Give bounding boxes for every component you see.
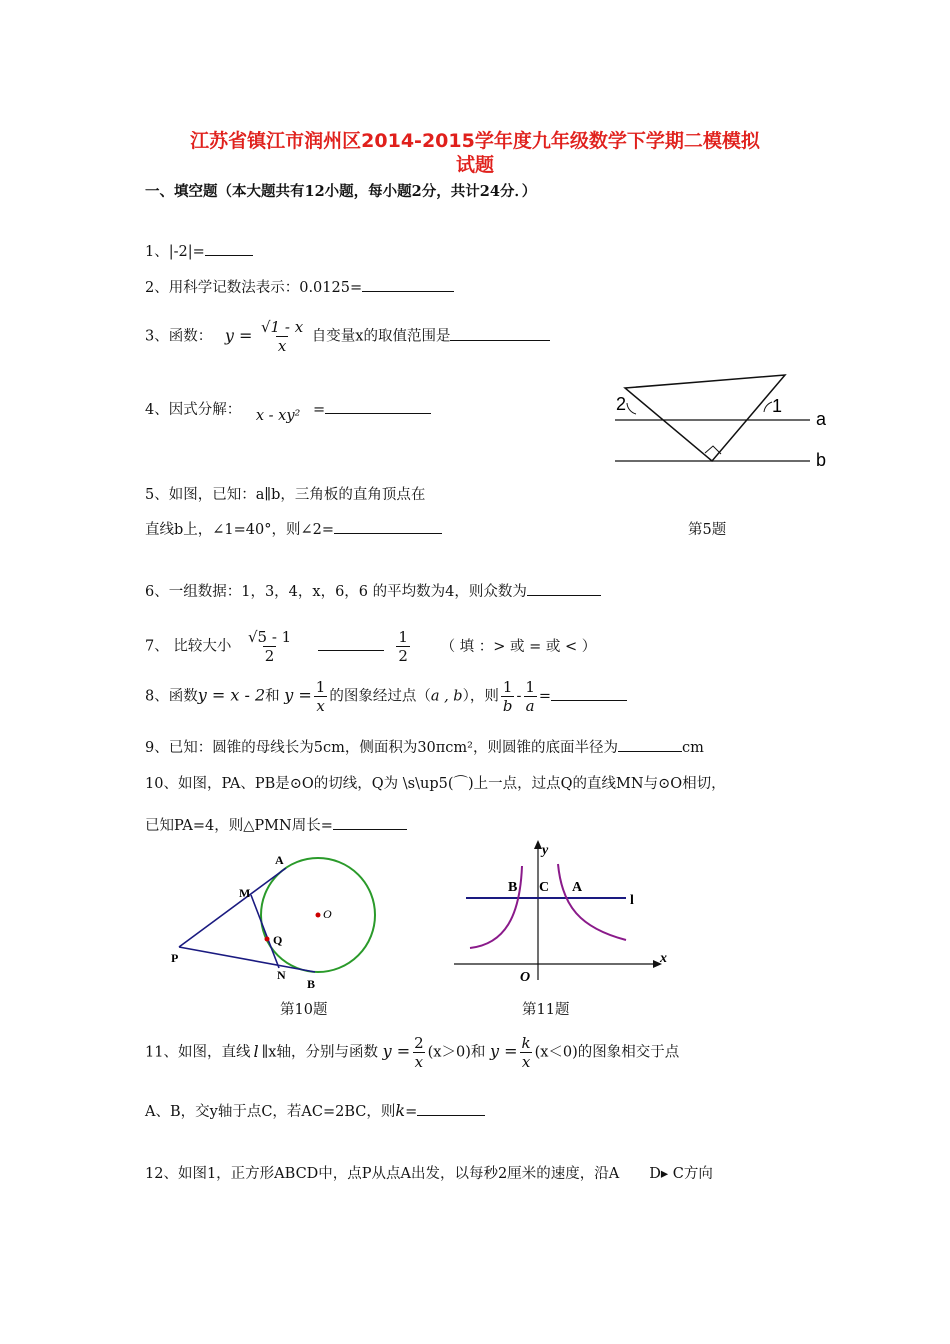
label-q: Q	[273, 933, 283, 947]
doc-title-line1: 江苏省镇江市润州区2014-2015学年度九年级数学下学期二模模拟	[190, 130, 760, 152]
question-prefix: 4、因式分解：	[145, 402, 242, 418]
text-mid2: ），则	[462, 688, 499, 705]
question-5-line1: 5、如图，已知：a∥b，三角板的直角顶点在	[145, 487, 426, 503]
answer-blank	[362, 277, 454, 292]
question-8	[145, 678, 627, 715]
instruction: （ 填 ：> 或 = 或 < ）	[440, 638, 597, 655]
fraction: $\frac{1}{x}$	[315, 678, 326, 715]
expression: x - xy²	[255, 408, 301, 424]
set-square	[625, 375, 785, 461]
answer-blank	[527, 581, 601, 596]
answer-blank	[318, 636, 384, 651]
question-1	[145, 240, 253, 261]
point: a , b	[430, 688, 463, 705]
label-line-b: b	[816, 450, 827, 470]
answer-blank	[205, 241, 253, 256]
label-a: A	[275, 853, 284, 867]
question-prefix: 3、函数：	[145, 328, 213, 345]
figure-10-caption: 第10题	[280, 1002, 328, 1018]
doc-title-line2: 试题	[455, 154, 494, 176]
figure-10	[165, 850, 385, 990]
question-9	[145, 736, 704, 757]
label-l: l	[630, 893, 634, 908]
line-l-symbol: l	[253, 1041, 259, 1061]
fraction-1a: $\frac{1}{a}$	[525, 678, 535, 715]
question-tail: D▸ C方向	[649, 1166, 713, 1182]
question-text: 9、已知：圆锥的母线长为5cm，侧面积为30πcm²，则圆锥的底面半径为	[145, 740, 618, 756]
question-6	[145, 580, 601, 601]
question-suffix: 自变量x的取值范围是	[311, 328, 451, 345]
answer-blank	[334, 519, 442, 534]
label-b: B	[307, 977, 316, 990]
fraction: $\frac{√1 - x}{x}$	[260, 318, 304, 355]
condition-2: (x＜0)的图象相交于点	[534, 1044, 680, 1061]
answer-blank	[618, 737, 682, 752]
label-m: M	[239, 886, 251, 900]
answer-blank	[333, 815, 407, 830]
function-1: y = x - 2	[197, 685, 266, 705]
label-line-a: a	[816, 409, 827, 429]
answer-blank	[551, 686, 627, 701]
question-11-line1	[145, 1034, 679, 1071]
minus: -	[516, 688, 522, 705]
label-angle-1: 1	[772, 396, 783, 416]
fraction-left: $\frac{√5 - 1}{2}$	[247, 628, 292, 665]
answer-blank	[417, 1101, 485, 1116]
tangent-pb	[179, 947, 315, 972]
question-10-line1: 10、如图，PA、PB是⊙O的切线，Q为 \s\up5(⌒)上一点，过点Q的直线MN与⊙O相切，	[145, 776, 726, 792]
fraction-k-over-x: $\frac{k}{x}$	[521, 1034, 531, 1071]
label-a: A	[572, 880, 583, 895]
question-text: 1、|-2|=	[145, 244, 205, 260]
tangent-mn	[251, 895, 279, 968]
question-2	[145, 276, 454, 297]
question-11-line2	[145, 1100, 485, 1121]
text-mid: 的图象经过点（	[329, 688, 431, 705]
fraction-1b: $\frac{1}{b}$	[502, 678, 513, 715]
label-y: y	[542, 843, 549, 858]
answer-blank	[450, 326, 550, 341]
question-text: 直线b上，∠1=40°，则∠2=	[145, 522, 335, 538]
angle-1-arc	[764, 402, 772, 412]
angle-2-arc	[627, 403, 636, 414]
unit: cm	[681, 740, 704, 756]
question-12	[145, 1162, 713, 1183]
label-c: C	[539, 880, 550, 895]
equals: =	[538, 688, 552, 705]
center-point	[316, 913, 321, 918]
answer-blank	[325, 399, 431, 414]
text-part: 11、如图，直线	[145, 1044, 251, 1061]
label-o: O	[520, 970, 531, 985]
question-10-line2	[145, 814, 407, 835]
fraction-right: $\frac{1}{2}$	[398, 628, 408, 665]
function-lhs: y =	[224, 325, 253, 345]
equals: =	[405, 1104, 418, 1120]
question-text: 6、一组数据：1，3，4，x，6，6 的平均数为4，则众数为	[145, 584, 527, 600]
curve-k-over-x	[470, 866, 522, 948]
y-axis-arrow	[534, 840, 542, 849]
section-heading: 一、填空题（本大题共有12小题，每小题2分，共计24分．）	[145, 183, 537, 200]
question-text: 12、如图1，正方形ABCD中，点P从点A出发，以每秒2厘米的速度，沿A	[145, 1166, 620, 1182]
figure-11-caption: 第11题	[522, 1002, 570, 1018]
curve-2-over-x	[558, 864, 626, 940]
tangent-pa	[179, 868, 286, 947]
question-prefix: 8、函数	[145, 688, 198, 705]
condition-1: (x＞0)和	[427, 1044, 486, 1061]
label-p: P	[171, 951, 179, 965]
equals: =	[312, 402, 326, 418]
question-text: 已知PA=4，则△PMN周长=	[145, 818, 333, 834]
function-2-lhs: y =	[284, 685, 312, 705]
figure-5-caption: 第5题	[688, 522, 727, 538]
label-o: O	[323, 907, 332, 921]
question-4	[145, 398, 431, 424]
question-text: A、B，交y轴于点C，若AC=2BC，则	[145, 1104, 396, 1120]
question-5-line2	[145, 518, 442, 539]
question-text: 2、用科学记数法表示：0.0125=	[145, 280, 363, 296]
connector: 和	[265, 688, 280, 705]
question-3	[145, 318, 550, 355]
question-7	[145, 628, 596, 665]
figure-11	[450, 836, 680, 986]
label-b: B	[508, 880, 518, 895]
label-x: x	[660, 951, 667, 966]
label-angle-2: 2	[616, 394, 627, 414]
fraction-2-over-x: $\frac{2}{x}$	[414, 1034, 424, 1071]
question-prefix: 7、 比较大小	[145, 638, 232, 655]
point-q	[265, 937, 270, 942]
k-symbol: k	[395, 1101, 406, 1120]
function-1-lhs: y =	[382, 1041, 411, 1061]
text-part: ∥x轴，分别与函数	[261, 1044, 378, 1061]
label-n: N	[277, 968, 286, 982]
function-2-lhs: y =	[489, 1041, 518, 1061]
figure-5	[600, 370, 840, 475]
